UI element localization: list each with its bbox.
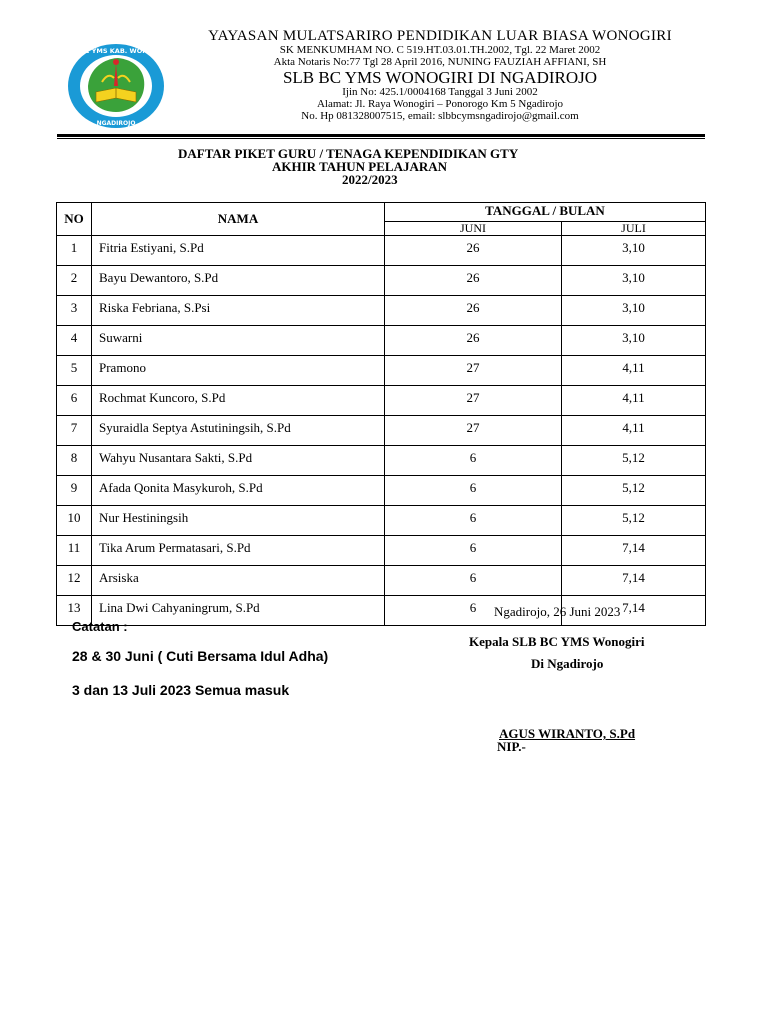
signatory-name: AGUS WIRANTO, S.Pd <box>499 726 636 741</box>
table-row <box>57 416 706 446</box>
school-name: SLB BC YMS WONOGIRI DI NGADIROJO <box>282 68 598 87</box>
notes-line-1: 28 & 30 Juni ( Cuti Bersama Idul Adha) <box>72 648 329 664</box>
row-no: 3 <box>57 296 92 326</box>
row-nama: Nur Hestiningsih <box>92 506 385 536</box>
row-juli: 5,12 <box>562 446 706 476</box>
header-divider <box>57 134 705 137</box>
letterhead <box>180 28 700 128</box>
row-nama: Suwarni <box>92 326 385 356</box>
table-row <box>57 326 706 356</box>
signatory-location: Di Ngadirojo <box>531 656 604 671</box>
row-juli: 7,14 <box>562 596 706 626</box>
permit-number: Ijin No: 425.1/0004168 Tanggal 3 Juni 2002 <box>342 86 538 98</box>
row-juni: 27 <box>385 356 562 386</box>
row-no: 9 <box>57 476 92 506</box>
table-row <box>57 476 706 506</box>
header-juni: JUNI <box>385 222 562 236</box>
row-nama: Rochmat Kuncoro, S.Pd <box>92 386 385 416</box>
row-juni: 26 <box>385 236 562 266</box>
row-juli: 4,11 <box>562 416 706 446</box>
table-row <box>57 446 706 476</box>
table-row <box>57 566 706 596</box>
row-no: 7 <box>57 416 92 446</box>
row-no: 6 <box>57 386 92 416</box>
row-juni: 27 <box>385 416 562 446</box>
document-title: DAFTAR PIKET GURU / TENAGA KEPENDIDIKAN GTY <box>178 146 519 161</box>
row-juni: 6 <box>385 446 562 476</box>
document-subtitle: AKHIR TAHUN PELAJARAN <box>272 159 448 174</box>
row-juni: 6 <box>385 506 562 536</box>
header-divider-thin <box>57 138 705 139</box>
row-no: 11 <box>57 536 92 566</box>
row-juli: 5,12 <box>562 506 706 536</box>
row-nama: Pramono <box>92 356 385 386</box>
row-juli: 5,12 <box>562 476 706 506</box>
row-nama: Bayu Dewantoro, S.Pd <box>92 266 385 296</box>
header-juli: JULI <box>562 222 706 236</box>
duty-roster-table <box>56 202 706 626</box>
row-juli: 4,11 <box>562 386 706 416</box>
row-nama: Syuraidla Septya Astutiningsih, S.Pd <box>92 416 385 446</box>
row-no: 10 <box>57 506 92 536</box>
row-juni: 26 <box>385 326 562 356</box>
row-juli: 3,10 <box>562 236 706 266</box>
school-logo <box>66 42 166 130</box>
notary-deed: Akta Notaris No:77 Tgl 28 April 2016, NUNING FAUZIAH AFFIANI, SH <box>273 56 607 68</box>
contact-info: No. Hp 081328007515, email: slbbcymsngadirojo@gmail.com <box>301 110 579 122</box>
row-juli: 3,10 <box>562 266 706 296</box>
row-no: 2 <box>57 266 92 296</box>
signatory-nip: NIP.- <box>497 739 526 754</box>
table-row <box>57 536 706 566</box>
row-nama: Riska Febriana, S.Psi <box>92 296 385 326</box>
row-no: 4 <box>57 326 92 356</box>
table-row <box>57 266 706 296</box>
row-juni: 6 <box>385 476 562 506</box>
row-juli: 3,10 <box>562 296 706 326</box>
table-row <box>57 386 706 416</box>
row-nama: Fitria Estiyani, S.Pd <box>92 236 385 266</box>
academic-year: 2022/2023 <box>342 172 398 187</box>
row-juli: 7,14 <box>562 536 706 566</box>
row-no: 8 <box>57 446 92 476</box>
table-row <box>57 296 706 326</box>
foundation-name: YAYASAN MULATSARIRO PENDIDIKAN LUAR BIASA WONOGIRI <box>208 28 672 44</box>
row-nama: Afada Qonita Masykuroh, S.Pd <box>92 476 385 506</box>
row-juli: 3,10 <box>562 326 706 356</box>
row-no: 5 <box>57 356 92 386</box>
row-nama: Wahyu Nusantara Sakti, S.Pd <box>92 446 385 476</box>
notes-label: Catatan : <box>72 619 128 634</box>
row-juli: 7,14 <box>562 566 706 596</box>
row-juni: 6 <box>385 596 562 626</box>
address: Alamat: Jl. Raya Wonogiri – Ponorogo Km 5 Ngadirojo <box>316 98 564 110</box>
row-juni: 26 <box>385 266 562 296</box>
logo-ring-text: SLB BC YMS KAB. WONOGIRI <box>66 47 166 55</box>
table-row <box>57 236 706 266</box>
row-juni: 6 <box>385 566 562 596</box>
row-no: 12 <box>57 566 92 596</box>
place-date: Ngadirojo, 26 Juni 2023 <box>494 604 621 619</box>
header-nama: NAMA <box>92 203 385 236</box>
row-juni: 27 <box>385 386 562 416</box>
row-juni: 26 <box>385 296 562 326</box>
header-no: NO <box>57 203 92 236</box>
signatory-position: Kepala SLB BC YMS Wonogiri <box>469 634 645 649</box>
row-nama: Arsiska <box>92 566 385 596</box>
row-juli: 4,11 <box>562 356 706 386</box>
row-no: 1 <box>57 236 92 266</box>
sk-number: SK MENKUMHAM NO. C 519.HT.03.01.TH.2002, Tgl. 22 Maret 2002 <box>279 44 601 56</box>
row-juni: 6 <box>385 536 562 566</box>
row-nama: Tika Arum Permatasari, S.Pd <box>92 536 385 566</box>
row-no: 13 <box>57 596 92 626</box>
header-tanggal: TANGGAL / BULAN <box>385 203 706 222</box>
logo-bottom-text: NGADIROJO <box>96 120 136 127</box>
notes-line-2: 3 dan 13 Juli 2023 Semua masuk <box>72 682 290 698</box>
table-row <box>57 356 706 386</box>
row-nama: Lina Dwi Cahyaningrum, S.Pd <box>92 596 385 626</box>
table-row <box>57 506 706 536</box>
